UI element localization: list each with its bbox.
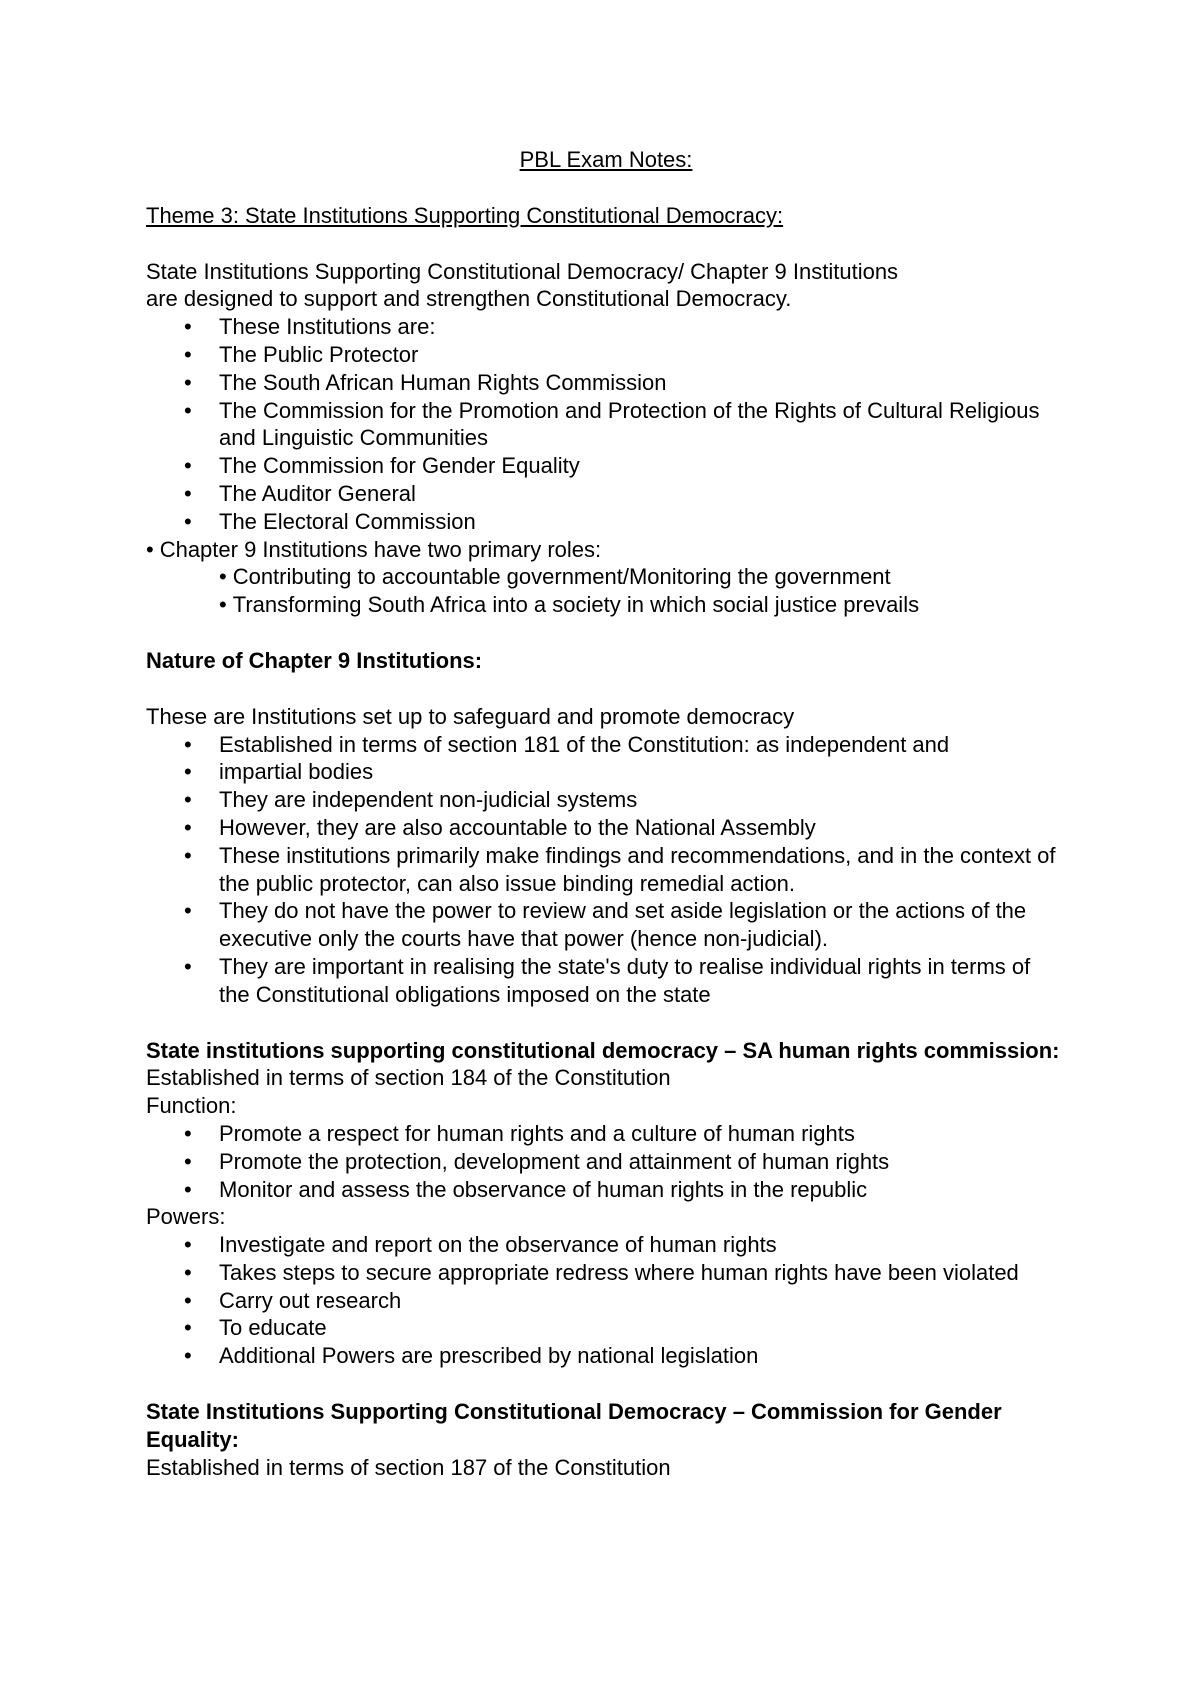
list-item-text: The Public Protector [219, 341, 419, 367]
list-item [146, 1231, 1066, 1259]
list-item-text: Carry out research [219, 1287, 402, 1313]
bullet-icon: • [184, 953, 192, 979]
function-label: Function: [146, 1093, 237, 1119]
role-item [146, 591, 1066, 619]
nature-list [146, 731, 1066, 1009]
list-item-text: The Commission for Gender Equality [219, 453, 580, 479]
roles-intro [146, 536, 1066, 564]
bullet-icon: • [184, 1287, 192, 1313]
spacer [146, 174, 1066, 202]
list-item [146, 758, 1066, 786]
cge-heading: State Institutions Supporting Constitutional Democracy – Commission for Gender Equality: [146, 1399, 1002, 1452]
bullet-icon: • [184, 1343, 192, 1369]
list-item [146, 786, 1066, 814]
list-item-text: Monitor and assess the observance of human rights in the republic [219, 1176, 868, 1202]
intro-line-1: State Institutions Supporting Constitutional Democracy/ Chapter 9 Institutions [146, 258, 899, 284]
list-item-text: Promote the protection, development and attainment of human rights [219, 1148, 890, 1174]
bullet-icon: • [184, 1315, 192, 1341]
spacer [146, 1370, 1066, 1398]
list-item-text: impartial bodies [219, 759, 374, 785]
list-item-text: Promote a respect for human rights and a culture of human rights [219, 1120, 855, 1146]
role-item-text: Transforming South Africa into a society in which social justice prevails [232, 592, 920, 618]
list-item [146, 1342, 1066, 1370]
list-item-text: Takes steps to secure appropriate redress where human rights have been violated [219, 1259, 1019, 1285]
list-item [146, 397, 1066, 453]
list-item [146, 1148, 1066, 1176]
list-item-text: Investigate and report on the observance of human rights [219, 1232, 777, 1258]
spacer [146, 1009, 1066, 1037]
list-item [146, 897, 1066, 953]
list-item-text: Established in terms of section 181 of the Constitution: as independent and [219, 731, 950, 757]
list-item [146, 508, 1066, 536]
intro-line-2: are designed to support and strengthen Constitutional Democracy. [146, 286, 792, 312]
role-item [146, 563, 1066, 591]
spacer [146, 230, 1066, 258]
bullet-icon: • [184, 814, 192, 840]
bullet-icon: • [184, 787, 192, 813]
list-item-text: The South African Human Rights Commission [219, 369, 667, 395]
list-item [146, 814, 1066, 842]
document-content [146, 146, 1066, 1481]
bullet-icon: • [146, 536, 154, 562]
bullet-icon: • [184, 480, 192, 506]
list-item [146, 1176, 1066, 1204]
nature-intro: These are Institutions set up to safeguard and promote democracy [146, 703, 795, 729]
bullet-icon: • [184, 1176, 192, 1202]
institutions-list [146, 313, 1066, 535]
list-item [146, 480, 1066, 508]
sahrc-established: Established in terms of section 184 of the Constitution [146, 1065, 671, 1091]
powers-label: Powers: [146, 1204, 226, 1230]
cge-established: Established in terms of section 187 of the Constitution [146, 1454, 671, 1480]
bullet-icon: • [184, 508, 192, 534]
list-item [146, 842, 1066, 898]
list-item [146, 953, 1066, 1009]
list-item-text: They are independent non-judicial systems [219, 787, 638, 813]
list-item [146, 452, 1066, 480]
list-item-text: However, they are also accountable to the National Assembly [219, 814, 816, 840]
list-item-text: These Institutions are: [219, 314, 436, 340]
powers-list [146, 1231, 1066, 1370]
spacer [146, 675, 1066, 703]
role-item-text: Contributing to accountable government/Monitoring the government [232, 564, 891, 590]
roles-intro-text: Chapter 9 Institutions have two primary roles: [159, 536, 602, 562]
bullet-icon: • [184, 1148, 192, 1174]
list-item [146, 1259, 1066, 1287]
bullet-icon: • [184, 1120, 192, 1146]
bullet-icon: • [184, 453, 192, 479]
bullet-icon: • [184, 842, 192, 868]
list-item [146, 341, 1066, 369]
list-item-text: They do not have the power to review and set aside legislation or the actions of the executive only the courts have that power (hence non-judicial). [219, 898, 1027, 952]
bullet-icon: • [184, 731, 192, 757]
bullet-icon: • [184, 369, 192, 395]
theme-title: Theme 3: State Institutions Supporting Constitutional Democracy: [146, 202, 784, 228]
bullet-icon: • [219, 564, 227, 590]
list-item [146, 1314, 1066, 1342]
bullet-icon: • [184, 1232, 192, 1258]
bullet-icon: • [219, 592, 227, 618]
bullet-icon: • [184, 759, 192, 785]
bullet-icon: • [184, 1259, 192, 1285]
nature-heading: Nature of Chapter 9 Institutions: [146, 647, 483, 673]
list-item-text: Additional Powers are prescribed by national legislation [219, 1343, 759, 1369]
list-item-text: They are important in realising the state's duty to realise individual rights in terms of the Constitutional obligations imposed on the state [219, 953, 1031, 1007]
document-title: PBL Exam Notes: [519, 147, 693, 172]
list-item-text: The Auditor General [219, 480, 416, 506]
bullet-icon: • [184, 397, 192, 423]
list-item [146, 731, 1066, 759]
list-item [146, 369, 1066, 397]
list-item [146, 1120, 1066, 1148]
list-item-text: To educate [219, 1315, 327, 1341]
spacer [146, 619, 1066, 647]
functions-list [146, 1120, 1066, 1203]
list-item [146, 313, 1066, 341]
bullet-icon: • [184, 314, 192, 340]
list-item-text: The Commission for the Promotion and Protection of the Rights of Cultural Religious and Linguistic Communities [219, 397, 1040, 451]
list-item-text: The Electoral Commission [219, 508, 476, 534]
bullet-icon: • [184, 898, 192, 924]
sahrc-heading: State institutions supporting constitutional democracy – SA human rights commission: [146, 1037, 1060, 1063]
list-item [146, 1287, 1066, 1315]
bullet-icon: • [184, 341, 192, 367]
list-item-text: These institutions primarily make findings and recommendations, and in the context of the public protector, can also issue binding remedial action. [219, 842, 1056, 896]
